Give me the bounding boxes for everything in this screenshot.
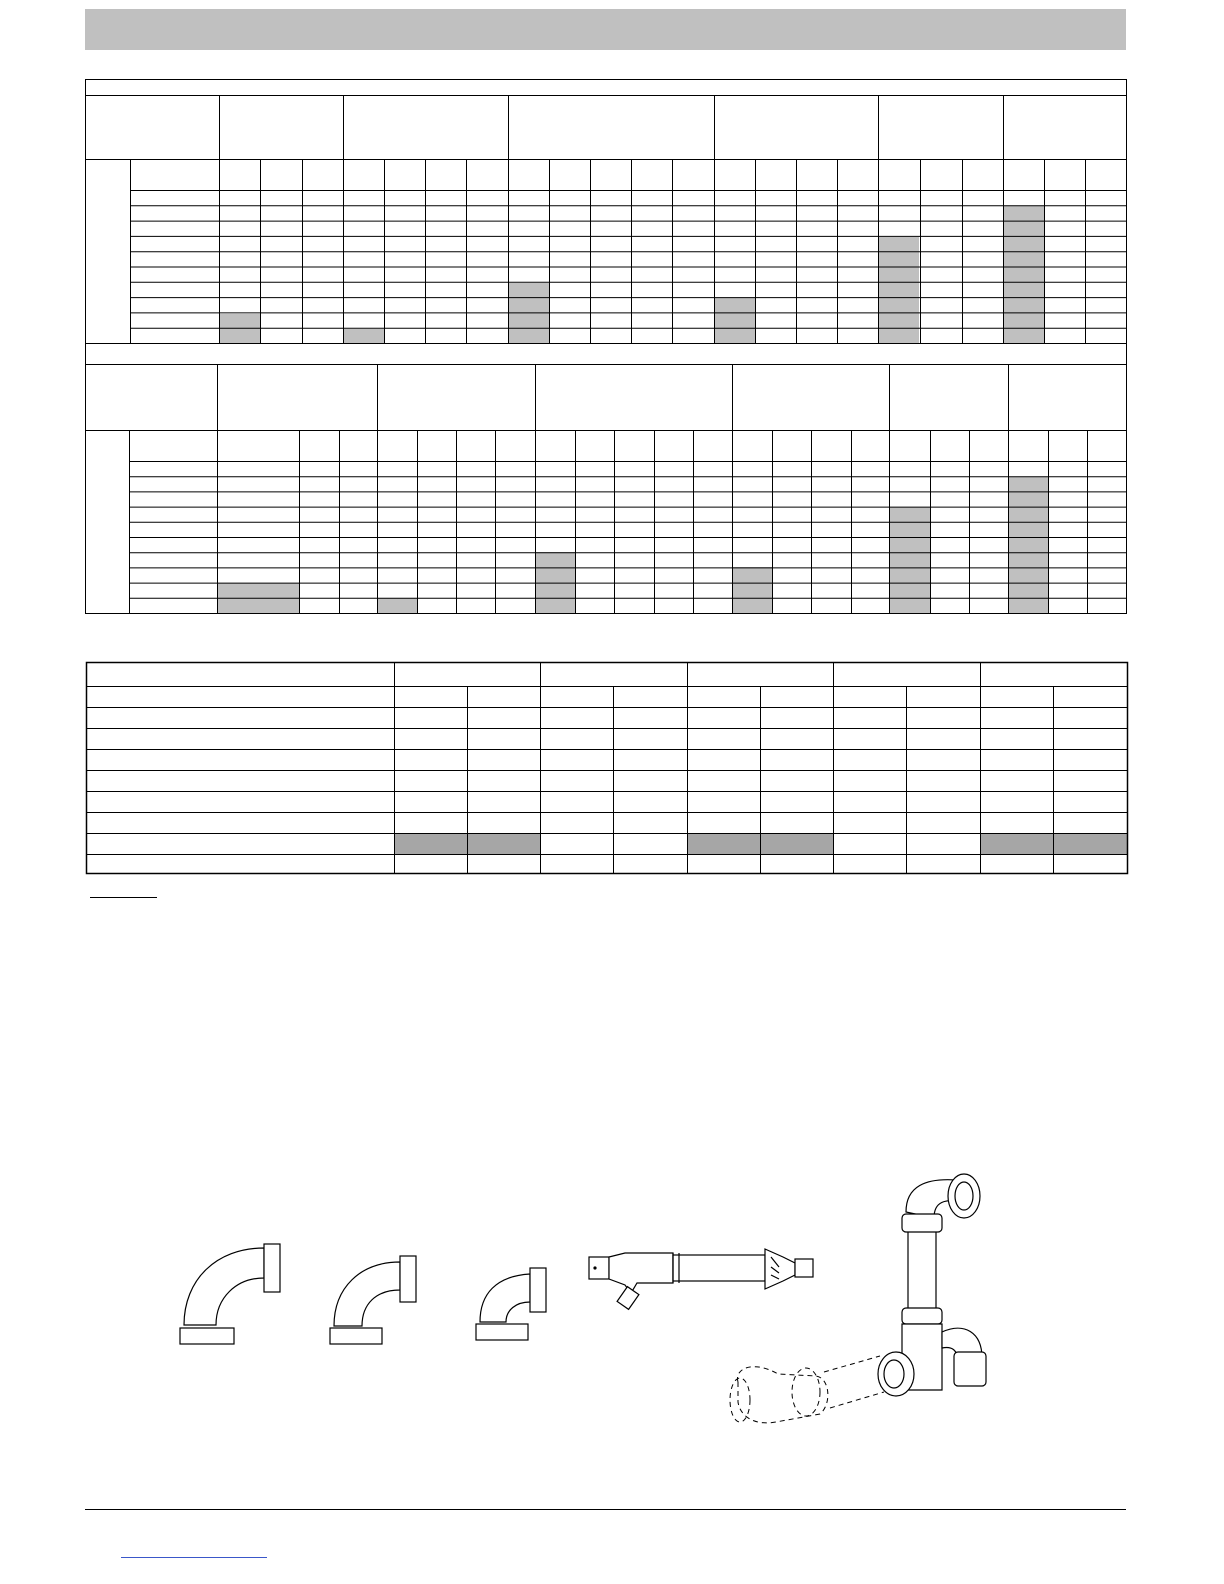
- footer-rule: [85, 1509, 1126, 1510]
- vent-pipe-assembly-icon: [720, 1172, 990, 1434]
- upper-row-lines: [131, 191, 1127, 344]
- elbow-90-short-icon: [472, 1264, 552, 1346]
- shaded-cell: [715, 298, 755, 343]
- sweep-elbow-90-medium-icon: [326, 1252, 421, 1350]
- footer-link-underline[interactable]: [121, 1557, 267, 1558]
- shaded-cell: [890, 507, 930, 613]
- fittings-table: [87, 663, 1128, 874]
- vent-length-table-upper: [86, 80, 1127, 614]
- shaded-cell: [733, 567, 772, 613]
- shaded-cell: [879, 237, 919, 343]
- shaded-cell: [344, 329, 384, 343]
- shaded-cell: [378, 598, 417, 613]
- lower-header-dividers: [218, 365, 1009, 614]
- lower-row-lines: [130, 462, 1127, 599]
- shaded-cell: [1009, 477, 1048, 613]
- shaded-cell: [1004, 206, 1044, 343]
- sweep-elbow-90-long-icon: [176, 1240, 286, 1350]
- shaded-cell: [536, 552, 575, 613]
- notes-heading-underline: [90, 897, 157, 898]
